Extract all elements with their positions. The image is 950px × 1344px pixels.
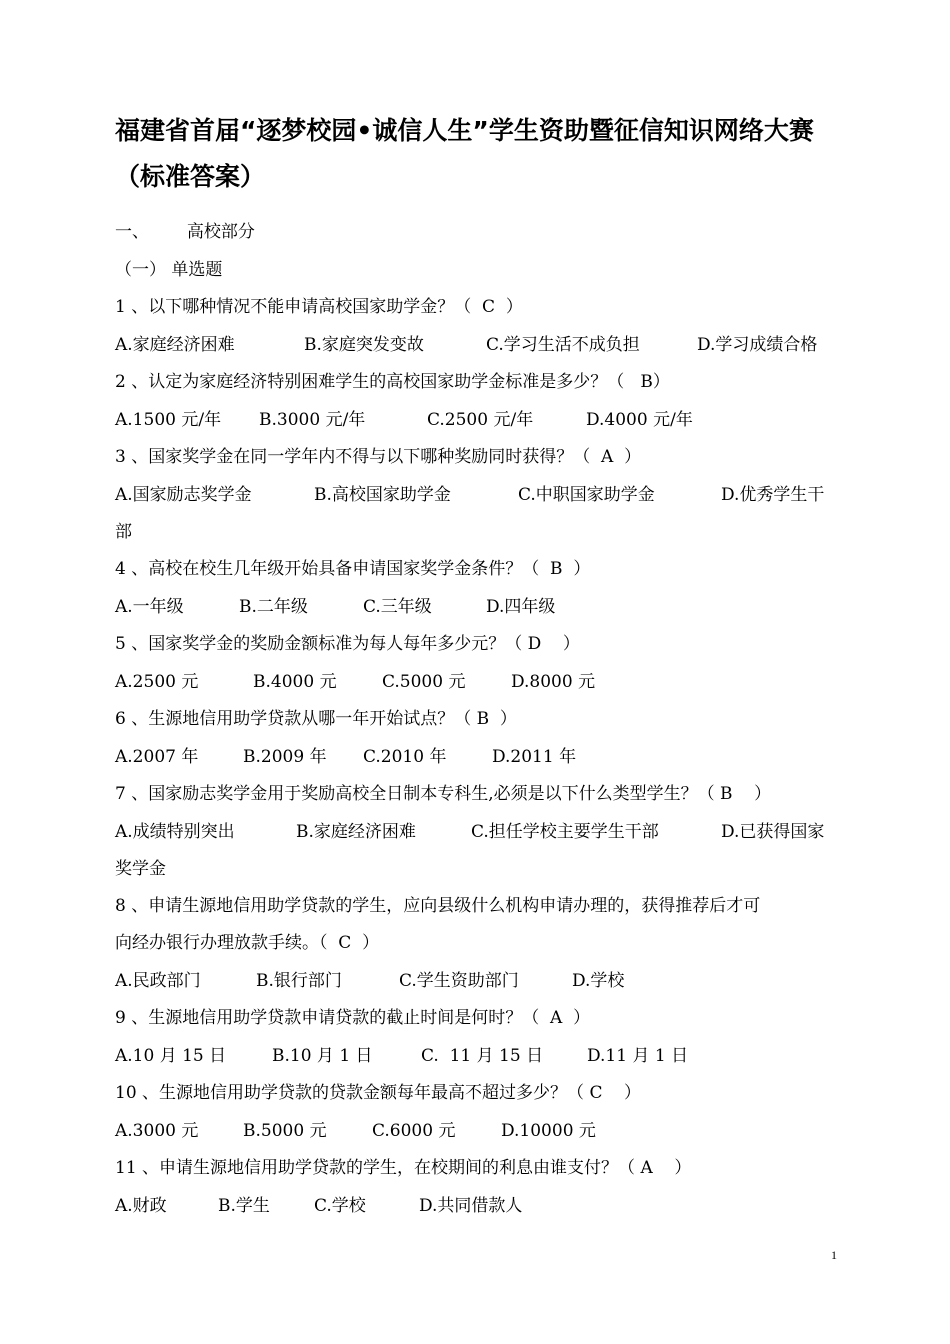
option-a: A.2500 元 [115, 672, 199, 692]
option-d: D.10000 元 [501, 1121, 596, 1141]
question-7: 7 、国家励志奖学金用于奖励高校全日制本专科生,必须是以下什么类型学生？（ B ） [115, 784, 772, 804]
option-d: D.8000 元 [511, 672, 596, 692]
option-a: A.财政 [115, 1196, 167, 1216]
question-1: 1 、以下哪种情况不能申请高校国家助学金？（ C ） [115, 297, 523, 317]
option-c: C.学校 [314, 1196, 366, 1216]
option-c: C.中职国家助学金 [518, 485, 655, 505]
option-b: B.家庭经济困难 [296, 822, 416, 842]
option-d: D.4000 元/年 [586, 410, 693, 430]
option-c: C.6000 元 [372, 1121, 456, 1141]
section-heading: 一、 高校部分 [115, 222, 255, 242]
option-b: B.家庭突发变故 [304, 335, 424, 355]
page-number: 1 [831, 1248, 837, 1262]
option-a: A.一年级 [115, 597, 184, 617]
option-c: C.学生资助部门 [399, 971, 519, 991]
question-5: 5 、国家奖学金的奖励金额标准为每人每年多少元？（ D ） [115, 634, 580, 654]
option-b: B.5000 元 [243, 1121, 327, 1141]
option-d: D.学习成绩合格 [697, 335, 818, 355]
option-c: C.2500 元/年 [427, 410, 534, 430]
question-8-continued: 向经办银行办理放款手续。（ C ） [115, 933, 380, 953]
question-4: 4 、高校在校生几年级开始具备申请国家奖学金条件？（ B ） [115, 559, 591, 579]
option-c: C.担任学校主要学生干部 [471, 822, 659, 842]
question-2: 2 、认定为家庭经济特别困难学生的高校国家助学金标准是多少？（ B） [115, 372, 670, 392]
option-d: D.学校 [572, 971, 625, 991]
question-8: 8 、申请生源地信用助学贷款的学生，应向县级什么机构申请办理的，获得推荐后才可 [115, 896, 761, 916]
option-d: D.2011 年 [492, 747, 577, 767]
question-3: 3 、国家奖学金在同一学年内不得与以下哪种奖励同时获得？（ A ） [115, 447, 642, 467]
option-a: A.国家励志奖学金 [115, 485, 252, 505]
question-9: 9 、生源地信用助学贷款申请贷款的截止时间是何时？（ A ） [115, 1008, 591, 1028]
option-a: A.10 月 15 日 [115, 1046, 227, 1066]
question-11: 11 、申请生源地信用助学贷款的学生，在校期间的利息由谁支付？（ A ） [115, 1158, 692, 1178]
option-c: C.2010 年 [363, 747, 447, 767]
option-b: B.4000 元 [253, 672, 337, 692]
option-b: B.银行部门 [256, 971, 342, 991]
option-d: D.优秀学生干 [721, 485, 825, 505]
option-a: A.1500 元/年 [115, 410, 222, 430]
option-b: B.2009 年 [243, 747, 327, 767]
option-a: A.成绩特别突出 [115, 822, 235, 842]
option-c: C.5000 元 [382, 672, 466, 692]
question-11-options [115, 1195, 523, 1261]
option-a: A.3000 元 [115, 1121, 199, 1141]
option-b: B.二年级 [239, 597, 308, 617]
option-b: B.3000 元/年 [259, 410, 366, 430]
option-c: C.学习生活不成负担 [486, 335, 640, 355]
option-d: D.四年级 [486, 597, 556, 617]
option-c: C.三年级 [363, 597, 432, 617]
question-7-options-continued: 奖学金 [115, 859, 166, 879]
option-c: C. 11 月 15 日 [421, 1046, 544, 1066]
option-b: B.学生 [218, 1196, 270, 1216]
option-b: B.高校国家助学金 [314, 485, 451, 505]
question-6: 6 、生源地信用助学贷款从哪一年开始试点？（ B ） [115, 709, 517, 729]
option-d: D.共同借款人 [419, 1196, 523, 1216]
question-10: 10 、生源地信用助学贷款的贷款金额每年最高不超过多少？（ C ） [115, 1083, 642, 1103]
question-3-options-continued: 部 [115, 522, 132, 542]
subsection-heading: （一） 单选题 [115, 260, 223, 280]
option-a: A.家庭经济困难 [115, 335, 235, 355]
option-d: D.已获得国家 [721, 822, 825, 842]
option-a: A.民政部门 [115, 971, 201, 991]
option-d: D.11 月 1 日 [587, 1046, 689, 1066]
document-title: 福建省首届“逐梦校园•诚信人生”学生资助暨征信知识网络大赛（标准答案） [115, 116, 814, 191]
option-b: B.10 月 1 日 [272, 1046, 373, 1066]
option-a: A.2007 年 [115, 747, 199, 767]
